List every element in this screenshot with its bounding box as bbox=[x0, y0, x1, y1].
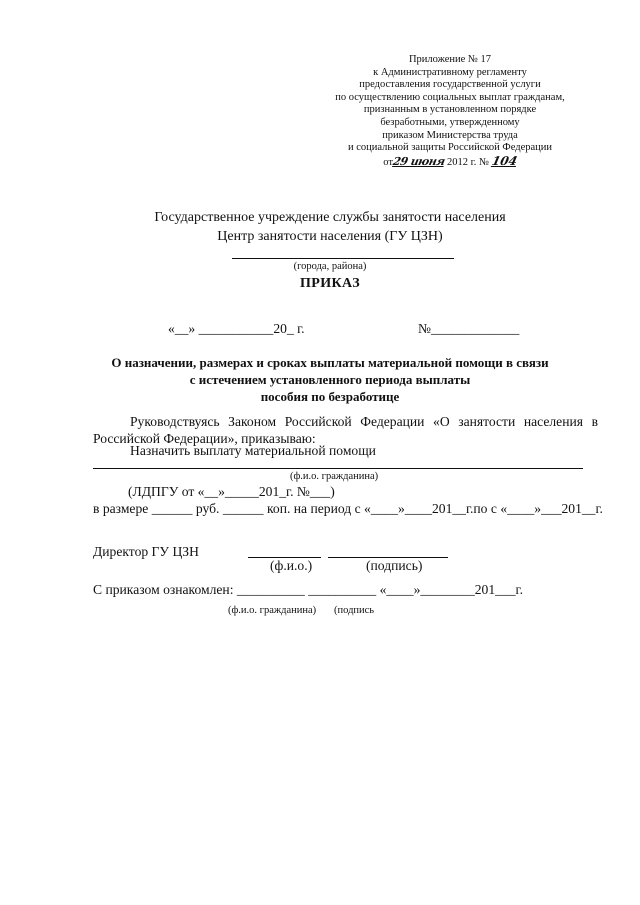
annex-line: к Административному регламенту bbox=[373, 66, 527, 78]
order-date-field: «__» ___________20_ г. bbox=[168, 321, 305, 336]
body-paragraph: Руководствуясь Законом Российской Федерации «О занятости населения в Российской Федерации», приказываю: bbox=[93, 414, 598, 446]
annex-line: по осуществлению социальных выплат гражданам, bbox=[335, 91, 565, 103]
acquaint-line: С приказом ознакомлен: __________ __________ «____»________201___г. bbox=[93, 582, 523, 597]
ldppgu-line: (ЛДПГУ от «__»_____201_г. №___) bbox=[128, 484, 335, 499]
handwritten-date: 29 июня bbox=[391, 154, 446, 168]
acquaint-sign-caption: (подпись bbox=[334, 605, 375, 616]
assign-line: Назначить выплату материальной помощи bbox=[130, 443, 376, 458]
handwritten-number: 104 bbox=[490, 153, 519, 168]
document-title: ПРИКАЗ bbox=[299, 276, 361, 291]
city-caption: (города, района) bbox=[293, 261, 367, 272]
annex-year: 2012 г. № bbox=[447, 156, 490, 168]
subject-line: пособия по безработице bbox=[260, 389, 400, 404]
director-sign-caption: (подпись) bbox=[366, 558, 423, 573]
annex-line: безработными, утвержденному bbox=[380, 116, 520, 128]
annex-line: Приложение № 17 bbox=[408, 54, 492, 65]
subject-line: с истечением установленного периода выплаты bbox=[189, 372, 471, 387]
order-subject bbox=[100, 354, 560, 405]
citizen-fio-caption: (ф.и.о. гражданина) bbox=[290, 471, 379, 482]
annex-block bbox=[300, 54, 600, 169]
annex-date-line bbox=[300, 155, 600, 170]
acquaint-fio-caption: (ф.и.о. гражданина) bbox=[228, 605, 317, 616]
annex-line: приказом Министерства труда bbox=[382, 129, 518, 141]
annex-line: признанным в установленном порядке bbox=[363, 104, 537, 116]
citizen-fio-underline bbox=[93, 468, 583, 469]
center-name: Центр занятости населения (ГУ ЦЗН) bbox=[217, 229, 443, 244]
director-label: Директор ГУ ЦЗН bbox=[93, 544, 199, 559]
annex-date-prefix: от bbox=[383, 156, 393, 168]
annex-line: и социальной защиты Российской Федерации bbox=[347, 142, 553, 154]
institution-name: Государственное учреждение службы занятости населения bbox=[154, 210, 506, 225]
amount-period-line: в размере ______ руб. ______ коп. на период с «____»____201__г.по с «____»___201__г. bbox=[93, 501, 603, 516]
subject-line: О назначении, размерах и сроках выплаты материальной помощи в связи bbox=[111, 355, 549, 370]
order-number-field: №_____________ bbox=[418, 321, 520, 336]
city-underline bbox=[232, 258, 454, 259]
annex-line: предоставления государственной услуги bbox=[359, 79, 541, 91]
director-fio-caption: (ф.и.о.) bbox=[270, 558, 313, 573]
